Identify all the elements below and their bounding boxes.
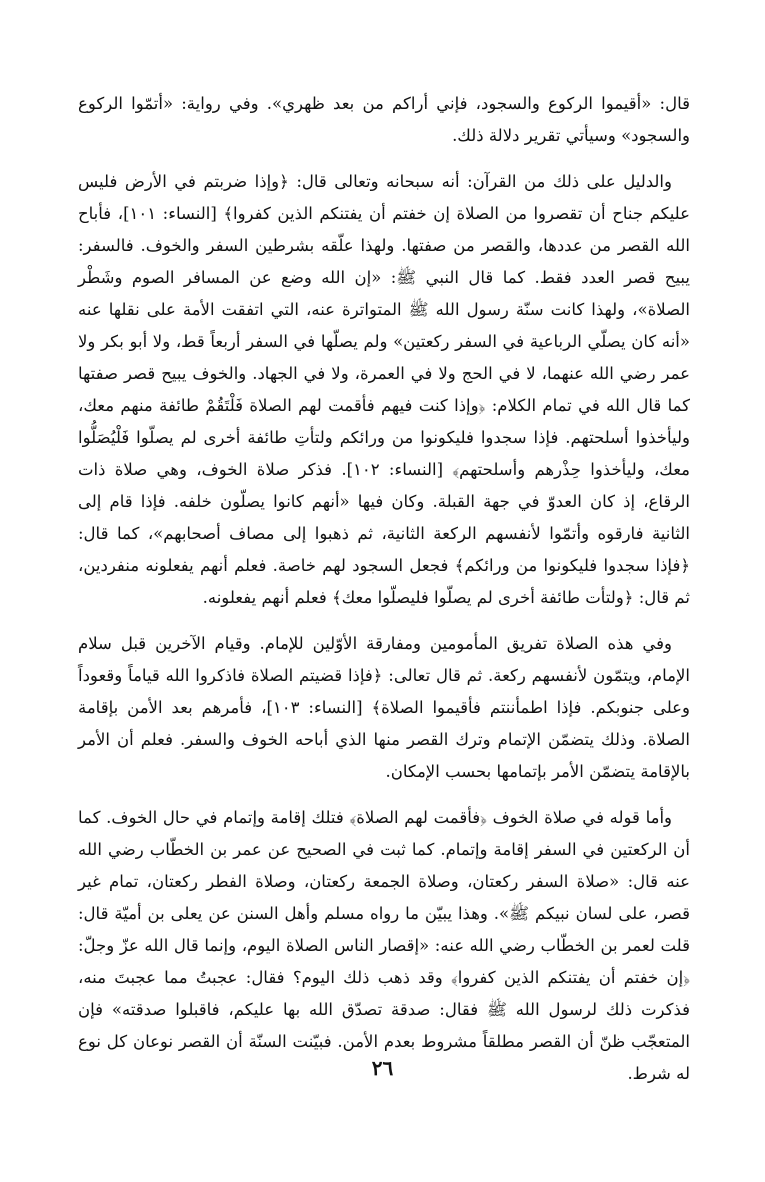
page-body	[78, 88, 690, 1148]
paragraph-gap	[78, 152, 690, 166]
paragraph-4: وأما قوله في صلاة الخوف ﴿فأقمت لهم الصلاة﴾ فتلك إقامة وإتمام في حال الخوف. كما أن الركعتين في السفر إقامة وإتمام. كما ثبت في الصحيح عن عمر بن الخطّاب رضي الله عنه قال: «صلاة السفر ركعتان، وصلاة الجمعة ركعتان، وصلاة الفطر ركعتان، تمام غير قصر، على لسان نبيكم ﷺ». وهذا يبيّن ما رواه مسلم وأهل السنن عن يعلى بن أميّة قال: قلت لعمر بن الخطّاب رضي الله عنه: «إقصار الناس الصلاة اليوم، وإنما قال الله عزّ وجلّ: ﴿إن خفتم أن يفتنكم الذين كفروا﴾ وقد ذهب ذلك اليوم؟ فقال: عجبتُ مما عجبتَ منه، فذكرت ذلك لرسول الله ﷺ فقال: صدقة تصدّق الله بها عليكم، فاقبلوا صدقته» فإن المتعجّب ظنّ أن القصر مطلقاً مشروط بعدم الأمن. فبيّنت السنّة أن القصر نوعان كل نوع له شرط.	[78, 808, 690, 1083]
paragraph-1: قال: «أقيموا الركوع والسجود، فإني أراكم من بعد ظهري». وفي رواية: «أتمّوا الركوع والسجود» وسيأتي تقرير دلالة ذلك.	[78, 94, 690, 145]
paragraph-gap	[78, 614, 690, 628]
paragraph-2: والدليل على ذلك من القرآن: أنه سبحانه وتعالى قال: ﴿وإذا ضربتم في الأرض فليس عليكم جناح أن تقصروا من الصلاة إن خفتم أن يفتنكم الذين كفروا﴾ [النساء: ١٠١]، فأباح الله القصر من عددها، والقصر من صفتها. ولهذا علّقه بشرطين السفر والخوف. فالسفر: يبيح قصر العدد فقط. كما قال النبي ﷺ: «إن الله وضع عن المسافر الصوم وشَطْر الصلاة»، ولهذا كانت سنّة رسول الله ﷺ المتواترة عنه، التي اتفقت الأمة على نقلها عنه «أنه كان يصلّي الرباعية في السفر ركعتين» ولم يصلّها في السفر أربعاً قط، ولا أبو بكر ولا عمر رضي الله عنهما، لا في الحج ولا في العمرة، ولا في الجهاد. والخوف يبيح قصر صفتها كما قال الله في تمام الكلام: ﴿وإذا كنت فيهم فأقمت لهم الصلاة فَلْتَقُمْ طائفة منهم معك، وليأخذوا أسلحتهم. فإذا سجدوا فليكونوا من ورائكم ولتأتِ طائفة أخرى لم يصلّوا فَلْيُصَلُّوا معك، وليأخذوا حِذْرهم وأسلحتهم﴾ [النساء: ١٠٢]. فذكر صلاة الخوف، وهي صلاة ذات الرقاع، إذ كان العدوّ في جهة القبلة. وكان فيها «أنهم كانوا يصلّون خلفه. فإذا قام إلى الثانية فارقوه وأتمّوا لأنفسهم الركعة الثانية، ثم ذهبوا إلى مصاف أصحابهم»، كما قال: ﴿فإذا سجدوا فليكونوا من ورائكم﴾ فجعل السجود لهم خاصة. فعلم أنهم يفعلونه منفردين، ثم قال: ﴿ولتأت طائفة أخرى لم يصلّوا فليصلّوا معك﴾ فعلم أنهم يفعلونه.	[78, 172, 690, 607]
page-number: ٢٦	[371, 1056, 394, 1080]
paragraph-gap	[78, 788, 690, 802]
paragraph-3: وفي هذه الصلاة تفريق المأمومين ومفارقة الأوّلين للإمام. وقيام الآخرين قبل سلام الإمام، ويتمّون لأنفسهم ركعة. ثم قال تعالى: ﴿فإذا قضيتم الصلاة فاذكروا الله قياماً وقعوداً وعلى جنوبكم. فإذا اطمأننتم فأقيموا الصلاة﴾ [النساء: ١٠٣]، فأمرهم بعد الأمن بإقامة الصلاة. وذلك يتضمّن الإتمام وترك القصر منها الذي أباحه الخوف والسفر. فعلم أن الأمر بالإقامة يتضمّن الأمر بإتمامها بحسب الإمكان.	[78, 634, 690, 781]
